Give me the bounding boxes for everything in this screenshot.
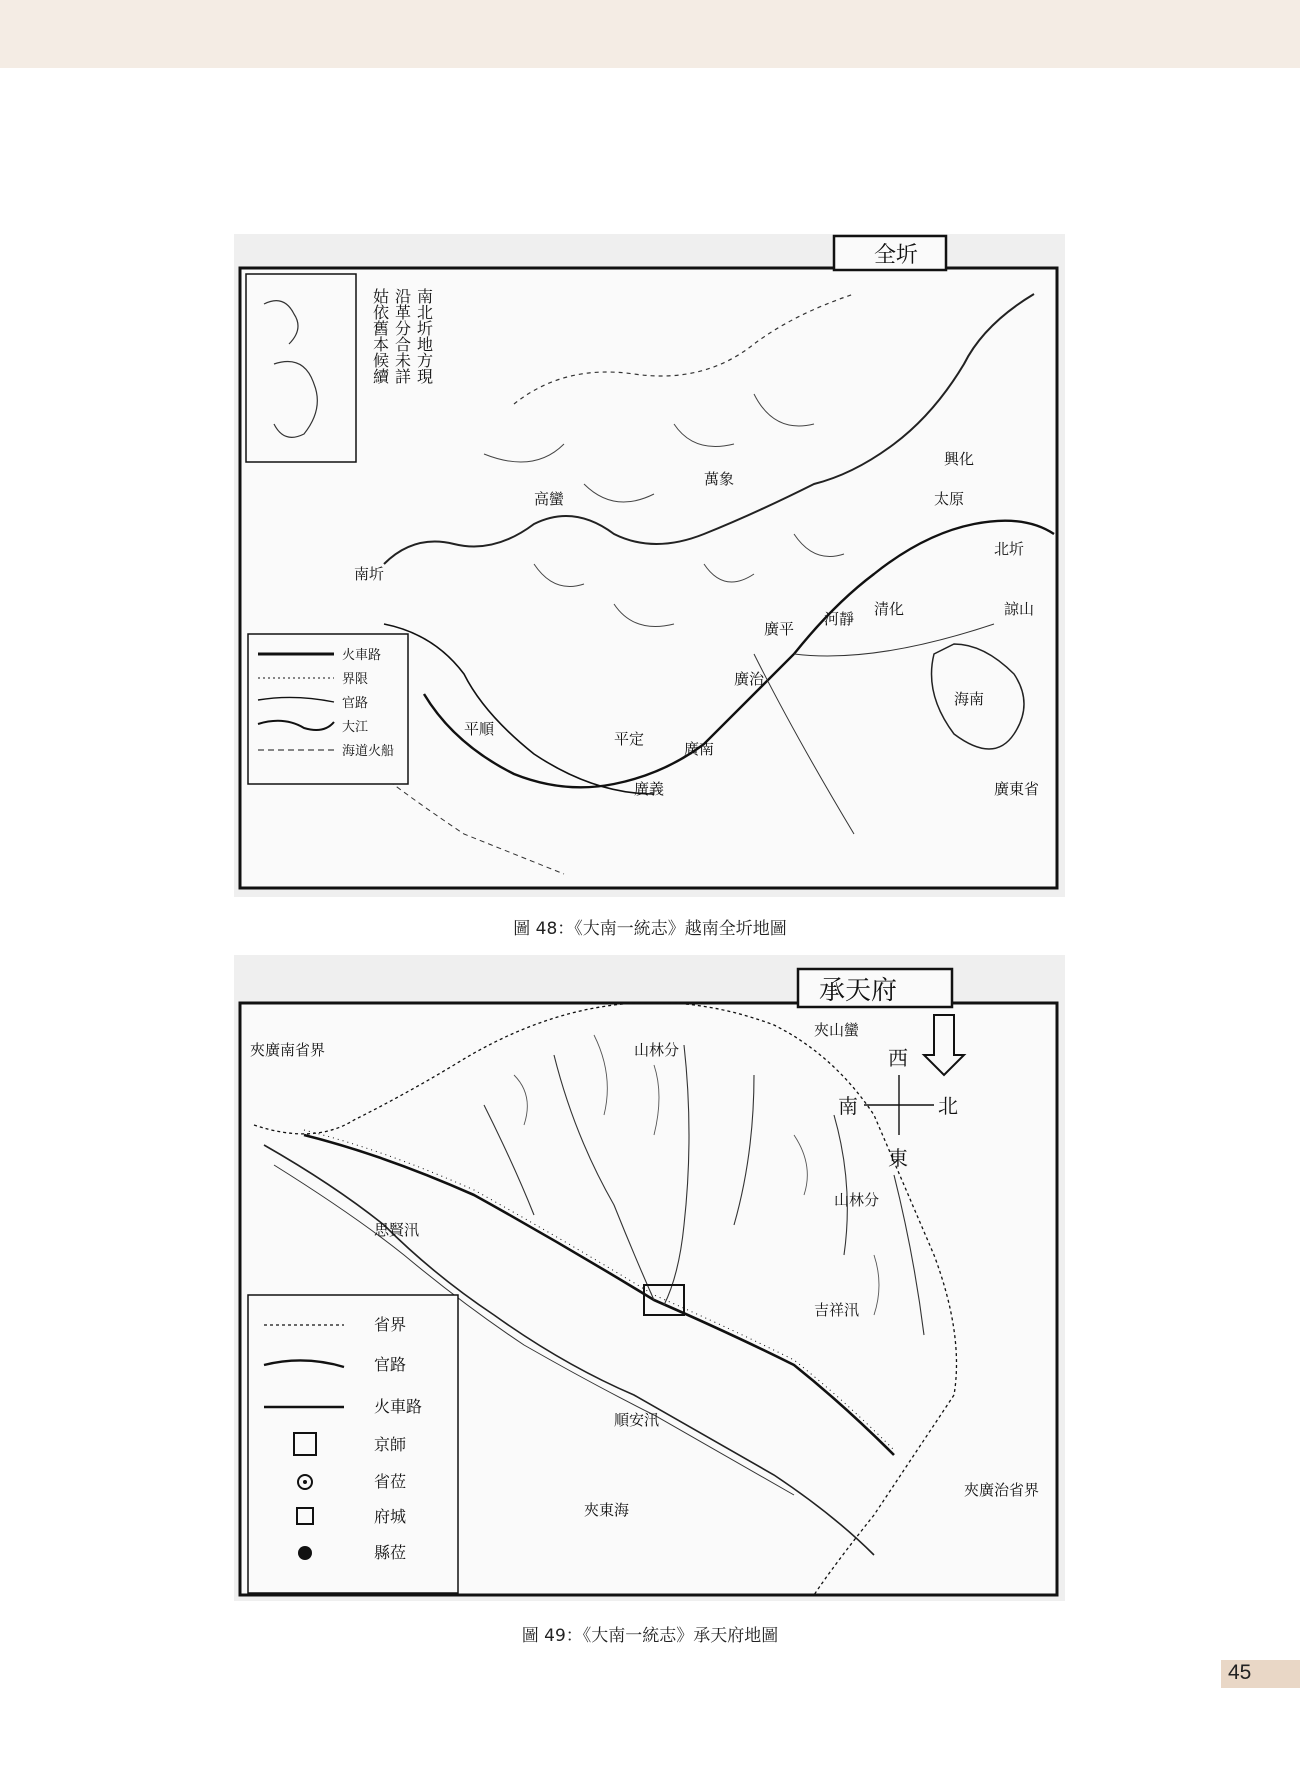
place-48-xinghua: 興化 (944, 450, 975, 468)
legend-49-province-border: 省界 (374, 1315, 407, 1334)
figure-48-map (234, 234, 1065, 897)
place-48-pingshun: 平順 (464, 720, 495, 738)
page-number: 45 (1228, 1661, 1252, 1684)
place-49-shanlin-1: 山林分 (634, 1041, 680, 1059)
figure-48-note-3: 姑依舊本候續 (370, 288, 390, 384)
figure-49-map (234, 955, 1065, 1601)
place-48-nanqi: 南圻 (354, 565, 385, 583)
place-48-taiyuan: 太原 (934, 490, 965, 508)
legend-48-road: 官路 (342, 696, 369, 711)
place-49-shunan: 順安汛 (614, 1411, 660, 1429)
place-49-shanman: 夾山蠻 (814, 1021, 860, 1039)
legend-49-railway: 火車路 (374, 1397, 423, 1416)
legend-49-county-seat: 縣莅 (374, 1543, 407, 1562)
place-48-guangdong: 廣東省 (994, 780, 1040, 798)
place-48-guangnan: 廣南 (684, 740, 715, 758)
place-48-hainan: 海南 (954, 690, 985, 708)
place-48-heijing: 河靜 (824, 610, 855, 628)
legend-49-capital: 京師 (374, 1435, 407, 1454)
legend-49-province-seat: 省莅 (374, 1472, 407, 1491)
place-48-wanxiang: 萬象 (704, 470, 735, 488)
legend-48-steamship: 海道火船 (342, 744, 395, 759)
compass-east: 東 (888, 1146, 908, 1170)
legend-49-road: 官路 (374, 1355, 407, 1374)
figure-49-drawing (234, 955, 1065, 1601)
place-48-pingding: 平定 (614, 730, 645, 748)
place-49-shanlin-2: 山林分 (834, 1191, 880, 1209)
place-48-qinghua: 清化 (874, 600, 905, 618)
legend-48-river: 大江 (342, 720, 369, 735)
figure-48-note-1: 南北圻地方現 (414, 288, 434, 384)
figure-48-note-2: 沿革分合未詳 (392, 288, 412, 384)
place-49-guangnan-border: 夾廣南省界 (250, 1041, 326, 1059)
figure-49-map-title: 承天府 (819, 976, 898, 1006)
figure-49-caption: 圖 49：《大南一統志》承天府地圖 (521, 1626, 779, 1646)
compass-west: 西 (888, 1046, 908, 1070)
figure-48-map-title: 全圻 (874, 243, 919, 268)
legend-48-boundary: 界限 (342, 672, 369, 687)
place-48-guangzhi: 廣治 (734, 670, 765, 688)
place-48-gaoman: 高蠻 (534, 490, 565, 508)
place-48-beiqi: 北圻 (994, 540, 1025, 558)
place-48-guangping: 廣平 (764, 620, 795, 638)
place-48-guangyi: 廣義 (634, 780, 665, 798)
place-48-liangshan: 諒山 (1004, 600, 1035, 618)
figure-48-caption: 圖 48：《大南一統志》越南全圻地圖 (513, 919, 787, 939)
place-49-east-sea: 夾東海 (584, 1501, 630, 1519)
header-band (0, 0, 1300, 68)
figure-48-drawing (234, 234, 1065, 897)
legend-48-railway: 火車路 (342, 648, 382, 663)
compass-north: 北 (938, 1094, 958, 1118)
place-49-jixiang: 吉祥汛 (814, 1301, 860, 1319)
place-49-guangzhi-border: 夾廣治省界 (964, 1481, 1040, 1499)
place-49-sixian: 思賢汛 (374, 1221, 420, 1239)
legend-49-prefecture: 府城 (374, 1507, 407, 1526)
compass-south: 南 (838, 1094, 858, 1118)
